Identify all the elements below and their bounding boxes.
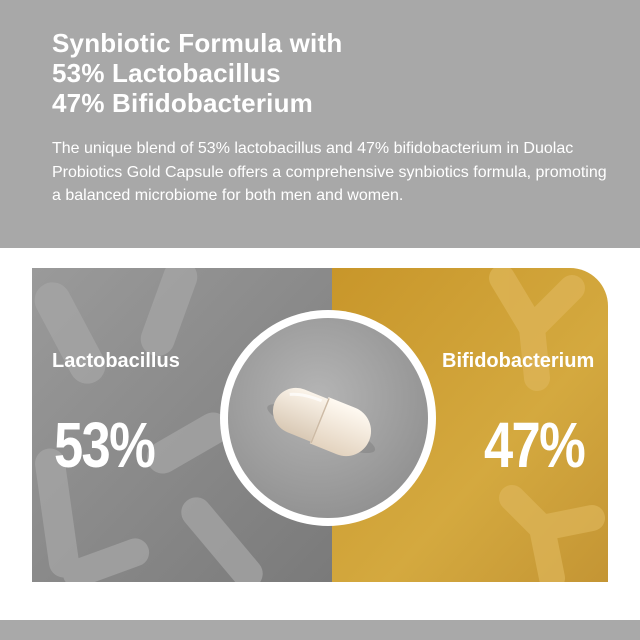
bifidobacterium-label: Bifidobacterium xyxy=(442,350,595,372)
title-line-2: 53% Lactobacillus xyxy=(52,58,281,88)
footer-band xyxy=(0,620,640,640)
title-line-3: 47% Bifidobacterium xyxy=(52,88,313,118)
lactobacillus-percent: 53% xyxy=(54,409,155,481)
lactobacillus-label: Lactobacillus xyxy=(52,350,180,372)
description-text: The unique blend of 53% lactobacillus and 47% bifidobacterium in Duolac Probiotics Gold Capsule offers a comprehensive synbiotics formula, promoting a balanced microbiome for both men and women. xyxy=(52,140,607,204)
ratio-panel xyxy=(32,268,608,582)
bifidobacterium-percent: 47% xyxy=(484,409,585,481)
page-title xyxy=(52,28,612,118)
header-section xyxy=(0,0,640,248)
title-line-1: Synbiotic Formula with xyxy=(52,28,343,58)
